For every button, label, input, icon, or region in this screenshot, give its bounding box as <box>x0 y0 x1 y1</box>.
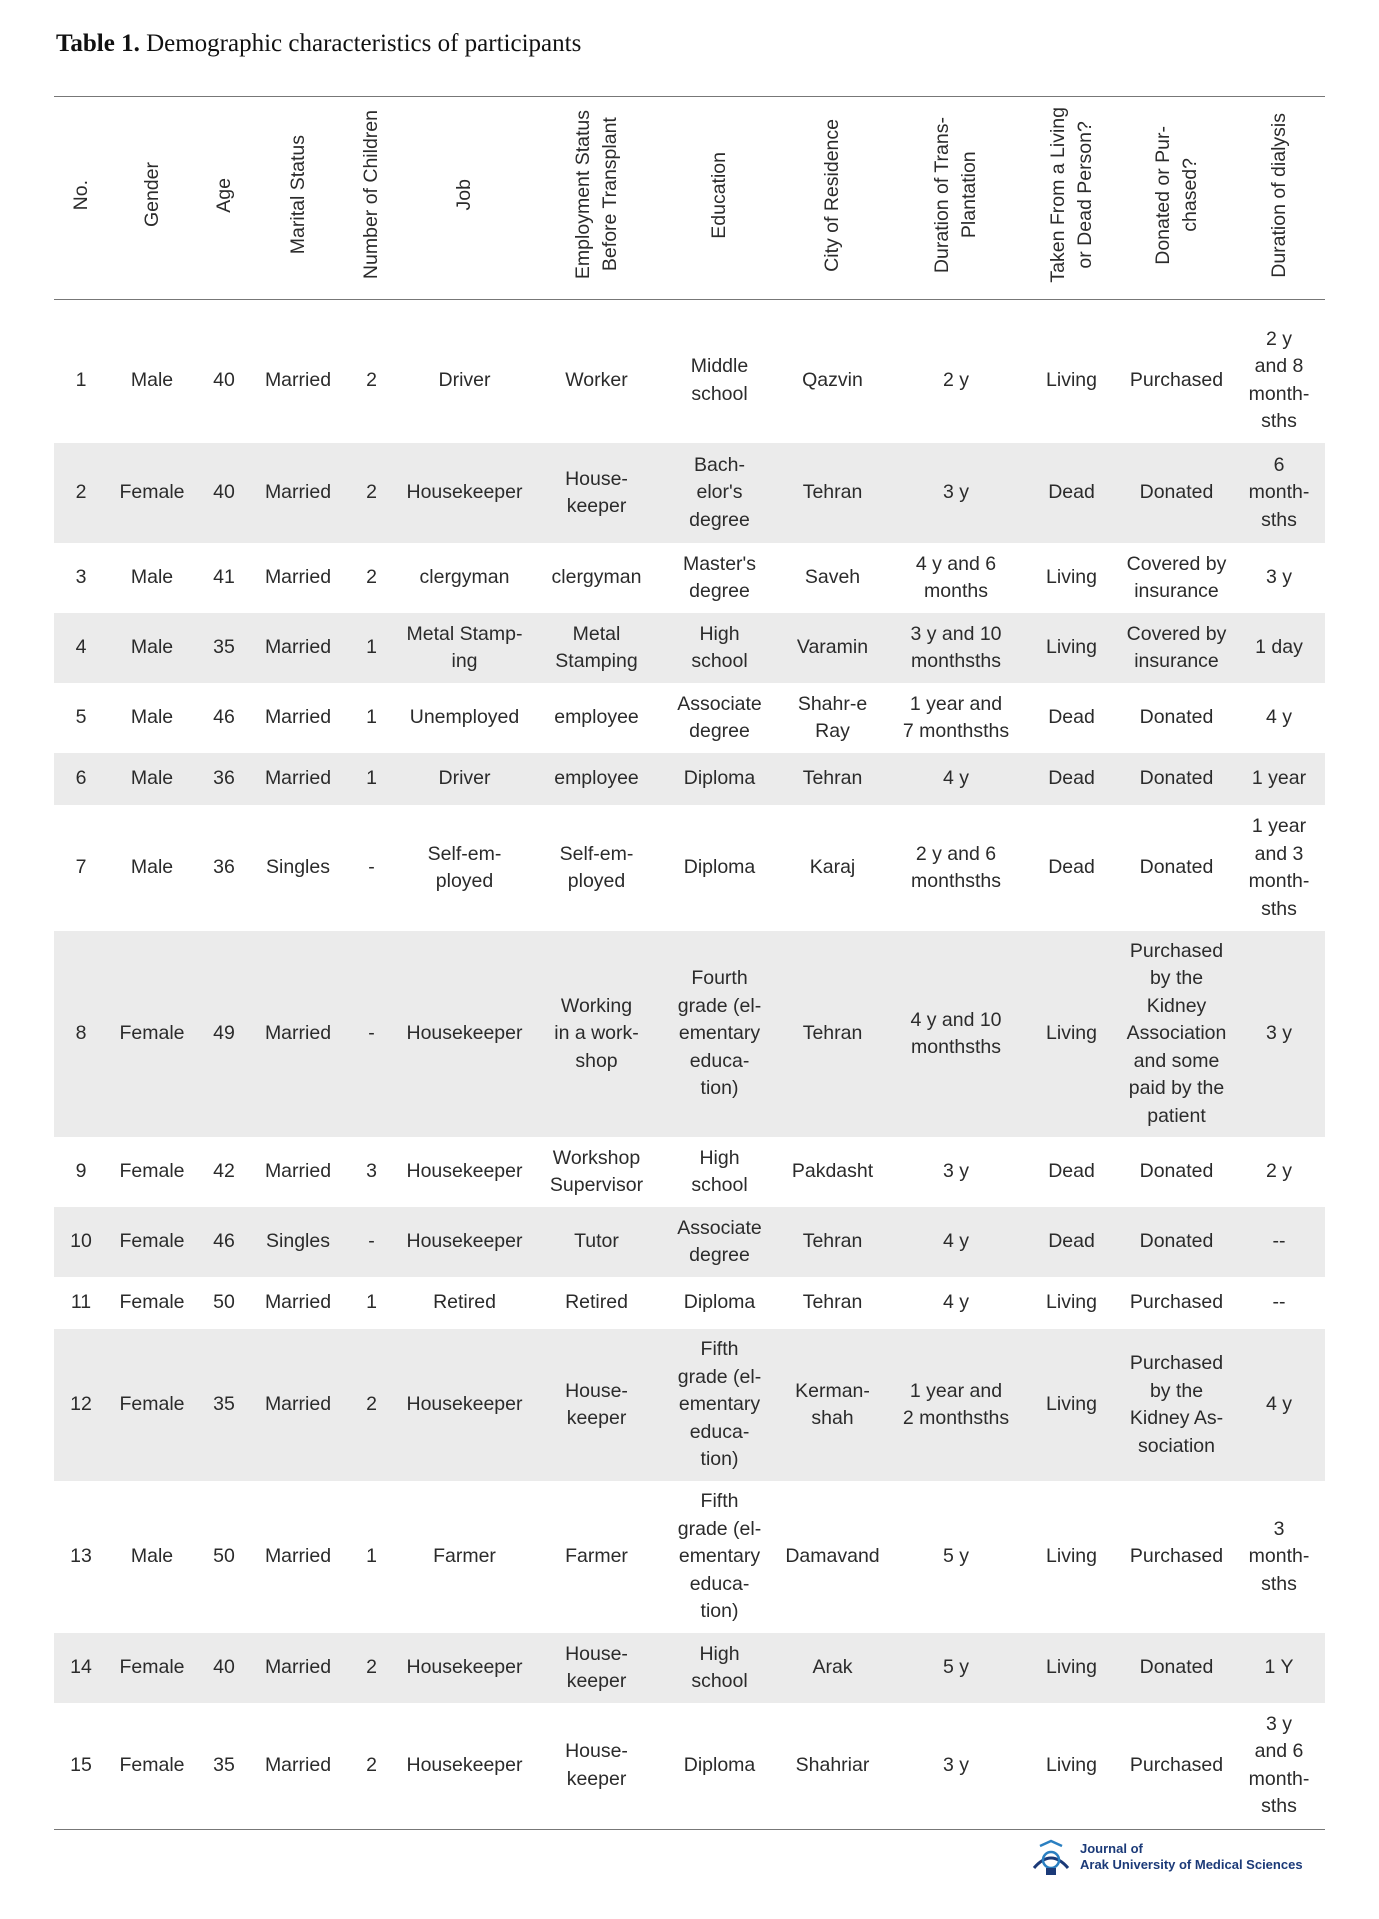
table-cell: 4 y and 6 months <box>915 552 997 602</box>
table-row <box>54 931 1325 1137</box>
table-cell: Self-em- ployed <box>559 842 634 892</box>
table-cell: Housekeeper <box>399 443 530 543</box>
journal-logo <box>1030 1838 1330 1878</box>
table-cell: clergyman <box>551 566 642 589</box>
table-cell: Married <box>252 753 344 805</box>
table-cell: - <box>344 931 399 1137</box>
column-header-line: No. <box>69 179 92 211</box>
table-cell: Housekeeper <box>406 1754 523 1776</box>
table-cell: Dead <box>1048 856 1095 879</box>
table-cell: Married <box>264 566 332 589</box>
table-cell: Self-em- ployed <box>427 842 502 892</box>
table-cell: 1 year and 3 month- sths <box>1248 815 1310 920</box>
table-cell: Married <box>264 368 332 391</box>
table-cell: Saveh <box>804 566 861 589</box>
table-cell: Male <box>108 753 196 805</box>
column-header <box>399 97 530 300</box>
table-cell: 7 <box>75 856 87 879</box>
table-cell: Farmer <box>433 1545 496 1568</box>
table-cell: Housekeeper <box>406 1160 523 1183</box>
column-header-line: Taken From a Living <box>1046 107 1069 283</box>
table-cell: Purchased <box>1129 1291 1224 1314</box>
table-row <box>54 443 1325 543</box>
table-cell: Housekeeper <box>399 1207 530 1277</box>
table-header <box>54 97 1325 300</box>
table-cell: Dead <box>1023 753 1120 805</box>
table-row <box>54 1633 1325 1703</box>
table-cell: Tehran <box>776 1207 889 1277</box>
table-cell: 3 month- sths <box>1248 1517 1310 1595</box>
journal-name-line2: Arak University of Medical Sciences <box>1080 1857 1303 1872</box>
table-cell: Female <box>108 931 196 1137</box>
table-cell: Pakdasht <box>791 1160 874 1183</box>
column-header <box>530 97 663 300</box>
table-cell: 36 <box>213 856 235 879</box>
table-cell: Master's degree <box>682 552 757 602</box>
table-cell: Retired <box>565 1291 628 1314</box>
table-cell: 4 y <box>889 753 1023 805</box>
table-cell: Living <box>1046 1754 1097 1776</box>
table-cell: Covered by insurance <box>1126 552 1227 602</box>
table-cell: clergyman <box>419 566 510 589</box>
column-header <box>54 97 108 300</box>
header-row <box>54 97 1325 300</box>
table-cell: Donated <box>1139 1160 1214 1183</box>
table-cell: House- keeper <box>565 1740 628 1790</box>
table-cell: House- keeper <box>530 1329 663 1481</box>
table-cell: Fifth grade (el- ementary educa- tion) <box>663 1329 776 1481</box>
table-cell: Donated <box>1120 443 1233 543</box>
journal-emblem-icon <box>1030 1838 1072 1878</box>
table-cell: 2 <box>366 566 377 589</box>
column-header-line: City of Residence <box>821 118 843 272</box>
table-cell: Housekeeper <box>399 1633 530 1703</box>
table-cell: 3 y <box>1233 931 1325 1137</box>
table-row <box>54 1481 1325 1633</box>
table-cell: Purchased <box>1129 1545 1224 1568</box>
column-header-label <box>819 119 846 272</box>
table-cell: 36 <box>196 753 252 805</box>
table-cell: Retired <box>433 1291 496 1314</box>
table-cell: Arak <box>776 1633 889 1703</box>
table-cell: 42 <box>213 1160 235 1183</box>
table-cell: 1 <box>344 613 399 683</box>
table-cell: Female <box>119 1754 185 1776</box>
table-cell: Living <box>1046 566 1097 589</box>
table-cell: Metal Stamping <box>530 613 663 683</box>
table-cell: Purchased by the Kidney Association and some paid by the patient <box>1120 931 1233 1137</box>
column-header <box>1233 97 1325 300</box>
column-header-line: Plantation <box>958 151 980 239</box>
table-cell: 40 <box>213 368 235 391</box>
table-cell: Shahr-e Ray <box>797 692 868 742</box>
table-cell: Donated <box>1120 753 1233 805</box>
table-cell: Female <box>108 443 196 543</box>
table-cell: 4 y <box>1233 1329 1325 1481</box>
column-header-line: Donated or Pur- <box>1151 125 1174 265</box>
table-cell: Housekeeper <box>399 1329 530 1481</box>
column-header-line: or Dead Person? <box>1073 121 1096 269</box>
table-cell: 3 y and 10 monthsths <box>889 613 1023 683</box>
table-cell: 3 y <box>942 1754 969 1776</box>
table-cell: 1 year and 2 monthsths <box>889 1329 1023 1481</box>
table-row <box>54 613 1325 683</box>
table-cell: Married <box>252 613 344 683</box>
column-header-line: Duration of dialysis <box>1267 112 1290 278</box>
table-cell: 10 <box>54 1207 108 1277</box>
caption-label: Table 1. <box>56 30 140 57</box>
table-cell: 1 Y <box>1233 1633 1325 1703</box>
table-cell: Farmer <box>565 1545 628 1568</box>
table-cell: Varamin <box>776 613 889 683</box>
table-cell: 2 <box>344 1633 399 1703</box>
table-row <box>54 318 1325 443</box>
table-cell: Married <box>252 1633 344 1703</box>
table-cell: 1 day <box>1233 613 1325 683</box>
column-header-label <box>929 117 983 273</box>
table-cell: Singles <box>266 856 330 879</box>
table-cell: Purchased <box>1129 1754 1224 1776</box>
table-cell: Donated <box>1139 856 1214 879</box>
table-cell: Unemployed <box>409 706 520 729</box>
table-cell: 3 <box>75 566 87 589</box>
table-cell: 3 y and 6 month- sths <box>1248 1712 1310 1818</box>
column-header-label <box>139 162 166 227</box>
table-cell: Diploma <box>683 1754 756 1776</box>
table-cell: 2 y <box>942 368 969 391</box>
journal-name-line1: Journal of <box>1080 1841 1143 1856</box>
table-row <box>54 1137 1325 1207</box>
table-cell: 2 y <box>1265 1160 1292 1183</box>
table-cell: Workshop Supervisor <box>549 1146 644 1196</box>
table-row <box>54 805 1325 931</box>
table-cell: Associate degree <box>663 1207 776 1277</box>
table-cell: Female <box>119 1291 185 1314</box>
table-cell: - <box>344 1207 399 1277</box>
column-header-line: Number of Children <box>360 110 382 280</box>
table-cell: Married <box>264 1291 332 1314</box>
table-cell: 1 <box>366 1545 377 1568</box>
table-cell: 4 y <box>889 1207 1023 1277</box>
table-cell: Living <box>1023 1633 1120 1703</box>
table-cell: High school <box>691 1146 748 1196</box>
table-cell: 2 <box>366 1754 377 1776</box>
column-header-label <box>1045 107 1099 283</box>
table-cell: 4 y <box>942 1291 969 1314</box>
column-header <box>344 97 399 300</box>
table-cell: 2 <box>54 443 108 543</box>
table-cell: Karaj <box>809 856 856 879</box>
table-cell: 5 <box>75 706 87 729</box>
table-cell: 2 <box>344 1329 399 1481</box>
table-cell: Fourth grade (el- ementary educa- tion) <box>663 931 776 1137</box>
table-cell: 1 <box>344 753 399 805</box>
table-cell: Dead <box>1048 706 1095 729</box>
table-cell: Kerman- shah <box>776 1329 889 1481</box>
table-cell: Donated <box>1139 706 1214 729</box>
table-cell: 6 month- sths <box>1233 443 1325 543</box>
column-header-label <box>358 110 385 279</box>
table-cell: Male <box>130 566 174 589</box>
table-cell: 1 <box>75 368 87 391</box>
table-cell: Housekeeper <box>399 931 530 1137</box>
table-cell: Associate degree <box>677 692 762 742</box>
table-cell: Male <box>130 706 174 729</box>
table-cell: Fifth grade (el- ementary educa- tion) <box>677 1490 762 1623</box>
table-cell: Male <box>130 368 174 391</box>
table-cell: 2 y and 8 month- sths <box>1248 327 1310 432</box>
table-cell: Purchased by the Kidney As- sociation <box>1120 1329 1233 1481</box>
table-cell: Living <box>1046 368 1097 391</box>
table-row <box>54 683 1325 753</box>
table-row <box>54 543 1325 613</box>
column-header <box>1023 97 1120 300</box>
table-cell: Married <box>252 1329 344 1481</box>
table-cell: 6 <box>54 753 108 805</box>
table-cell: Living <box>1023 931 1120 1137</box>
table-cell: House- keeper <box>530 1633 663 1703</box>
table-cell: Damavand <box>785 1545 880 1568</box>
table-cell: employee <box>554 706 639 729</box>
table-cell: Driver <box>438 368 491 391</box>
table-cell: 14 <box>54 1633 108 1703</box>
journal-name <box>1080 1841 1303 1873</box>
column-header-label <box>1150 126 1204 265</box>
table-cell: -- <box>1272 1291 1286 1314</box>
table-cell: 35 <box>196 613 252 683</box>
table-cell: 2 <box>344 443 399 543</box>
table-cell: Driver <box>399 753 530 805</box>
table-cell: Worker <box>565 368 628 391</box>
table-cell: Qazvin <box>802 368 863 391</box>
table-cell: 40 <box>196 1633 252 1703</box>
table-cell: 5 y <box>889 1633 1023 1703</box>
table-cell: 13 <box>70 1545 92 1568</box>
table-cell: Married <box>252 443 344 543</box>
table-cell: 12 <box>54 1329 108 1481</box>
column-header-line: Marital Status <box>286 135 309 255</box>
table-cell: Diploma <box>683 1291 756 1314</box>
table-cell: Middle school <box>690 355 749 405</box>
table-cell: Married <box>264 1754 332 1776</box>
table-cell: employee <box>530 753 663 805</box>
table-caption <box>56 30 581 58</box>
column-header-label <box>68 180 95 210</box>
table-cell: 9 <box>75 1160 87 1183</box>
table-cell: 35 <box>196 1329 252 1481</box>
table-cell: Diploma <box>683 856 756 879</box>
table-cell: 11 <box>70 1291 92 1314</box>
table-cell: Female <box>108 1207 196 1277</box>
table-cell: 3 y <box>1265 566 1292 589</box>
table-row <box>54 753 1325 805</box>
table-cell: Dead <box>1023 1207 1120 1277</box>
table-cell: Dead <box>1048 1160 1095 1183</box>
table-cell: 41 <box>213 566 235 589</box>
column-header <box>1120 97 1233 300</box>
table-cell: Tehran <box>776 931 889 1137</box>
table-cell: 3 y <box>889 443 1023 543</box>
table-cell: Married <box>264 1545 332 1568</box>
table-cell: Female <box>108 1329 196 1481</box>
column-header-label <box>1266 113 1293 278</box>
table-cell: High school <box>663 1633 776 1703</box>
table-cell: Metal Stamp- ing <box>399 613 530 683</box>
table-cell: 3 <box>366 1160 377 1183</box>
table-cell: Tehran <box>776 753 889 805</box>
table-cell: Male <box>130 856 174 879</box>
column-header <box>776 97 889 300</box>
table-cell: Tutor <box>530 1207 663 1277</box>
table-cell: 3 y <box>942 1160 969 1183</box>
table-cell: 40 <box>196 443 252 543</box>
column-header-line: Age <box>212 177 235 213</box>
table-cell: 50 <box>213 1291 235 1314</box>
table-cell: 15 <box>70 1754 92 1776</box>
table-cell: 35 <box>213 1754 235 1776</box>
table-cell: Purchased <box>1129 368 1224 391</box>
column-header <box>889 97 1023 300</box>
column-header-line: Employment Status <box>571 110 594 280</box>
table-cell: 50 <box>213 1545 235 1568</box>
table-cell: -- <box>1233 1207 1325 1277</box>
table-body <box>54 300 1325 1830</box>
column-header <box>663 97 776 300</box>
table-cell: Male <box>130 1545 174 1568</box>
table-cell: Living <box>1046 1291 1097 1314</box>
table-cell: Covered by insurance <box>1120 613 1233 683</box>
table-cell: 2 <box>366 368 377 391</box>
demographics-table <box>54 96 1325 1830</box>
table-cell: 1 year and 7 monthsths <box>902 692 1010 742</box>
table-cell: House- keeper <box>530 443 663 543</box>
table-cell: Shahriar <box>795 1754 870 1776</box>
table-cell: Dead <box>1023 443 1120 543</box>
table-cell: 1 <box>366 706 377 729</box>
spacer-row <box>54 300 1325 319</box>
table-cell: Married <box>264 1160 332 1183</box>
table-cell: Diploma <box>663 753 776 805</box>
column-header-label <box>451 179 478 210</box>
table-cell: Married <box>252 931 344 1137</box>
column-header-label <box>285 135 312 254</box>
table-cell: 4 y <box>1265 706 1292 729</box>
table-cell: 46 <box>213 706 235 729</box>
table-cell: 2 y and 6 monthsths <box>911 842 1001 892</box>
table-cell: Tehran <box>802 1291 863 1314</box>
table-cell: - <box>368 856 375 879</box>
table-row <box>54 1207 1325 1277</box>
table-cell: Singles <box>252 1207 344 1277</box>
column-header-line: Gender <box>140 162 163 228</box>
table-cell: 8 <box>54 931 108 1137</box>
column-header <box>108 97 196 300</box>
table-cell: Living <box>1046 1545 1097 1568</box>
column-header <box>252 97 344 300</box>
column-header <box>196 97 252 300</box>
table-cell: Tehran <box>776 443 889 543</box>
table-cell: High school <box>663 613 776 683</box>
table-cell: Living <box>1023 1329 1120 1481</box>
table-cell: 46 <box>196 1207 252 1277</box>
table-cell: 4 y and 10 monthsths <box>889 931 1023 1137</box>
column-header-line: Before Transplant <box>598 118 621 272</box>
table-cell: Donated <box>1120 1207 1233 1277</box>
column-header-line: Job <box>453 179 475 211</box>
column-header-label <box>706 152 733 239</box>
table-cell: 1 year <box>1233 753 1325 805</box>
table-cell: 49 <box>196 931 252 1137</box>
table-cell: Male <box>108 613 196 683</box>
table-cell: 5 y <box>942 1545 969 1568</box>
table-row <box>54 1277 1325 1329</box>
table-cell: Female <box>108 1633 196 1703</box>
table-cell: Bach- elor's degree <box>663 443 776 543</box>
table-cell: 1 <box>366 1291 377 1314</box>
table-cell: Working in a work- shop <box>530 931 663 1137</box>
table-cell: Donated <box>1120 1633 1233 1703</box>
column-header-label <box>570 110 624 279</box>
table-cell: Living <box>1023 613 1120 683</box>
caption-text: Demographic characteristics of participants <box>146 30 582 57</box>
column-header-line: Duration of Trans- <box>931 116 953 274</box>
table-cell: 4 <box>54 613 108 683</box>
column-header-line: chased? <box>1178 158 1201 232</box>
column-header-label <box>211 178 238 213</box>
table-cell: Married <box>264 706 332 729</box>
table-row <box>54 1329 1325 1481</box>
column-header-line: Education <box>708 151 730 239</box>
table-cell: Female <box>119 1160 185 1183</box>
table-row <box>54 1703 1325 1829</box>
